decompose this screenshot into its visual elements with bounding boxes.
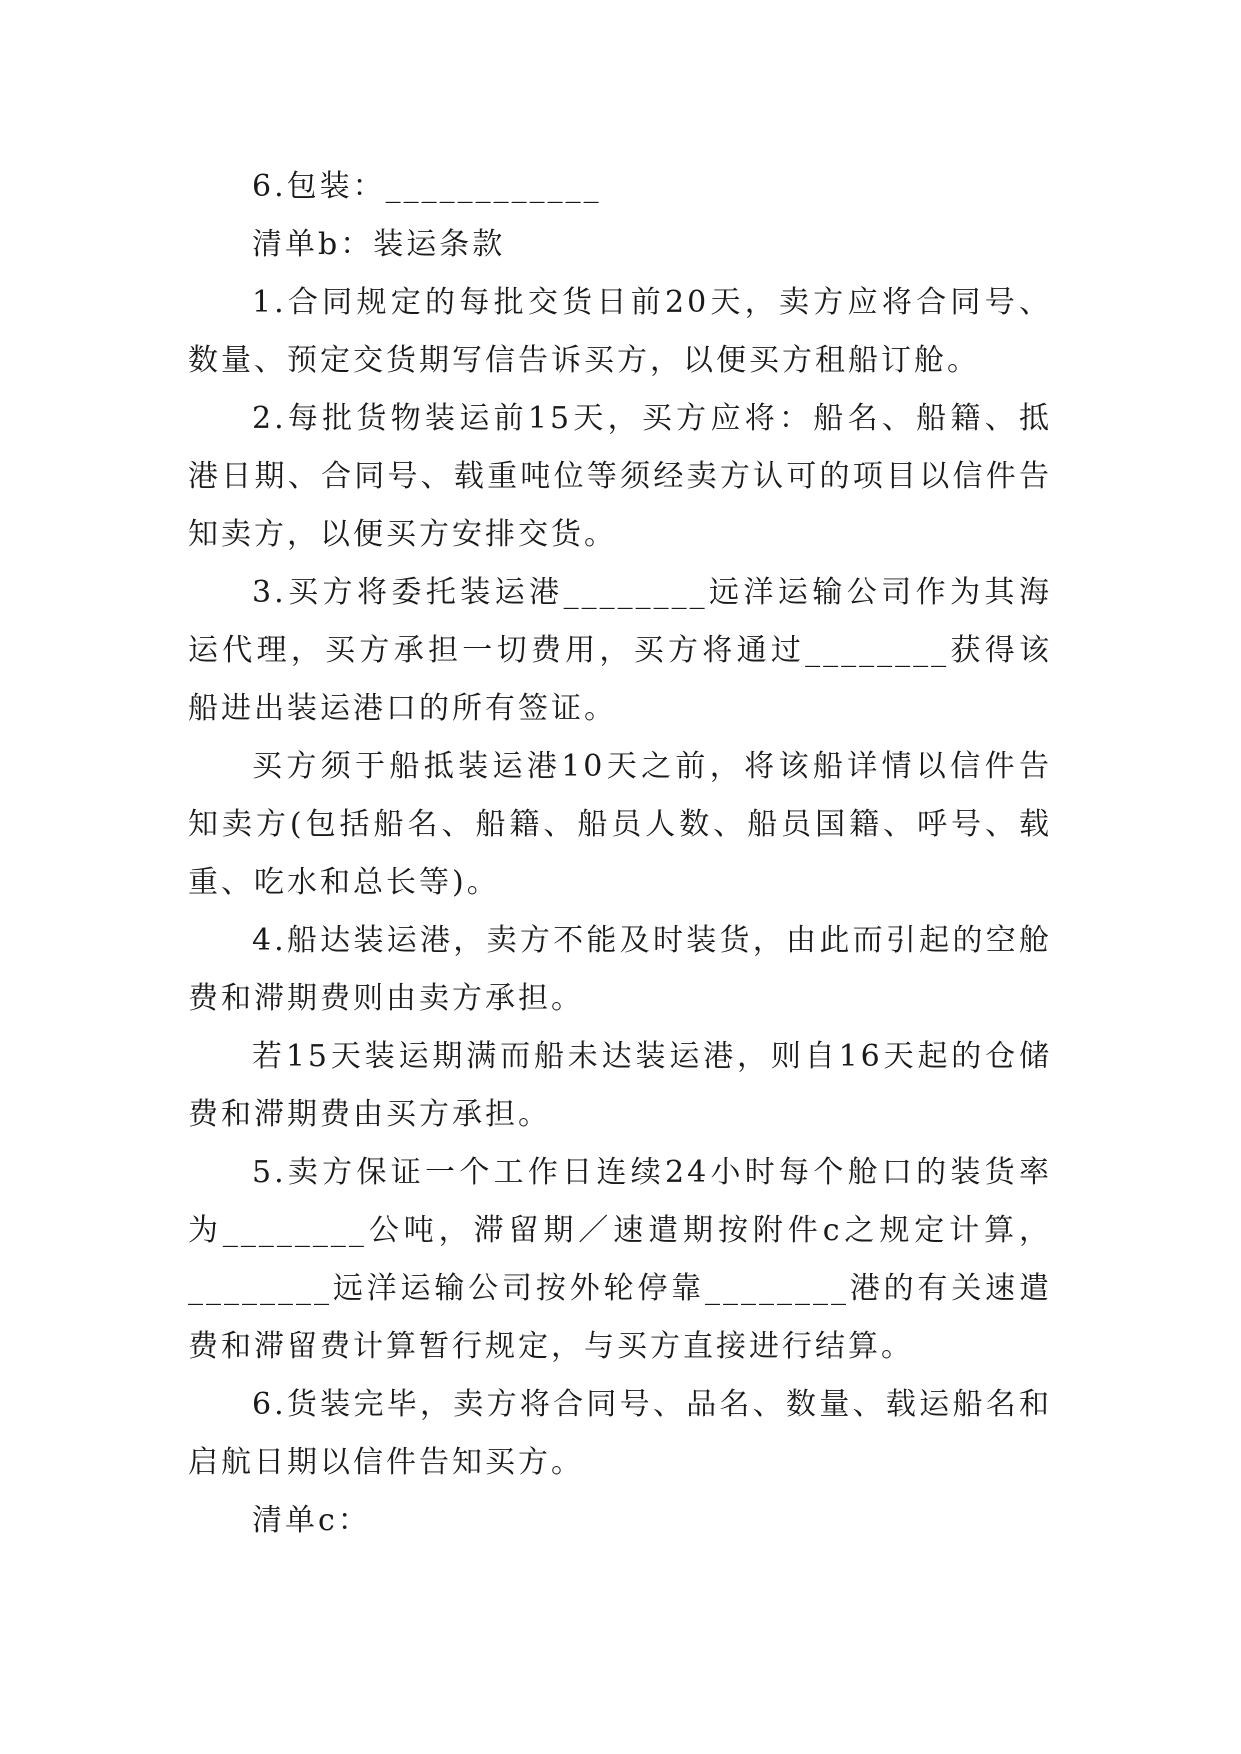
document-body bbox=[188, 158, 1052, 1550]
clause-5: 5.卖方保证一个工作日连续24小时每个舱口的装货率为________公吨，滞留期／速遣期按附件c之规定计算，________远洋运输公司按外轮停靠________港的有关速遣费和滞留费计算暂行规定，与买方直接进行结算。 bbox=[188, 1155, 1052, 1364]
packaging-line: 6.包装：____________ bbox=[252, 169, 602, 204]
clause-4-continued: 若15天装运期满而船未达装运港，则自16天起的仓储费和滞期费由买方承担。 bbox=[188, 1039, 1052, 1132]
clause-6: 6.货装完毕，卖方将合同号、品名、数量、载运船名和启航日期以信件告知买方。 bbox=[188, 1387, 1052, 1480]
clause-3: 3.买方将委托装运港________远洋运输公司作为其海运代理，买方承担一切费用，买方将通过________获得该船进出装运港口的所有签证。 bbox=[188, 575, 1052, 726]
clause-3-continued: 买方须于船抵装运港10天之前，将该船详情以信件告知卖方(包括船名、船籍、船员人数、船员国籍、呼号、载重、吃水和总长等)。 bbox=[188, 749, 1052, 900]
list-c-heading: 清单c： bbox=[252, 1503, 371, 1538]
clause-1: 1.合同规定的每批交货日前20天，卖方应将合同号、数量、预定交货期写信告诉买方，以便买方租船订舱。 bbox=[188, 285, 1052, 378]
list-b-heading: 清单b：装运条款 bbox=[252, 227, 506, 262]
clause-2: 2.每批货物装运前15天，买方应将：船名、船籍、抵港日期、合同号、载重吨位等须经卖方认可的项目以信件告知卖方，以便买方安排交货。 bbox=[188, 401, 1052, 552]
clause-4: 4.船达装运港，卖方不能及时装货，由此而引起的空舱费和滞期费则由卖方承担。 bbox=[188, 923, 1052, 1016]
